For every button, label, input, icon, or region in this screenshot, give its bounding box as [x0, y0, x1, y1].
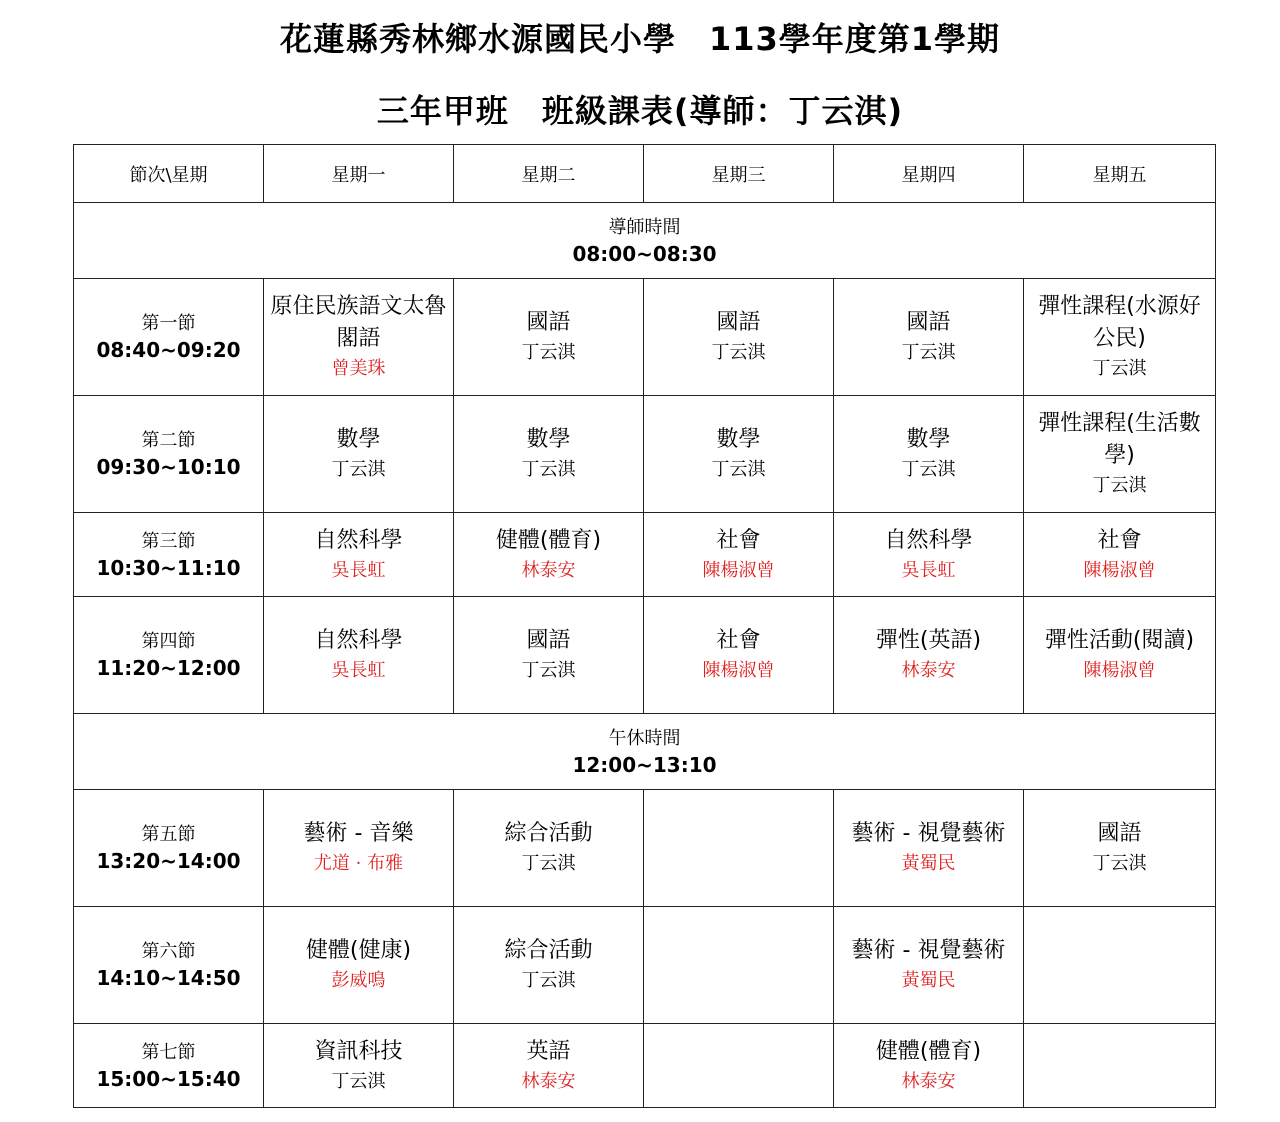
teacher: 丁云淇 [1092, 853, 1147, 874]
subject: 彈性活動(閱讀) [1044, 628, 1195, 653]
teacher: 丁云淇 [331, 1070, 386, 1092]
class-cell [644, 907, 834, 1024]
period-cell [74, 396, 264, 513]
teacher: 林泰安 [901, 1070, 956, 1092]
period-cell [74, 279, 264, 396]
period-name: 第一節 [141, 313, 196, 334]
class-cell [454, 597, 644, 714]
period-row [74, 513, 1216, 597]
teacher: 曾美珠 [331, 358, 386, 379]
header-thursday: 星期四 [834, 145, 1024, 203]
break-name: 導師時間 [608, 216, 681, 238]
class-cell [264, 790, 454, 907]
subject: 國語 [526, 628, 571, 653]
class-cell [644, 790, 834, 907]
subject: 社會 [1097, 527, 1142, 553]
teacher: 丁云淇 [521, 660, 576, 681]
subject: 英語 [526, 1038, 571, 1064]
teacher: 吳長虹 [901, 559, 956, 581]
teacher: 丁云淇 [521, 342, 576, 363]
teacher: 丁云淇 [331, 459, 386, 480]
teacher: 丁云淇 [711, 459, 766, 480]
class-cell [1024, 907, 1216, 1024]
class-cell [834, 279, 1024, 396]
header-monday: 星期一 [264, 145, 454, 203]
subject: 藝術 - 音樂 [303, 821, 414, 846]
teacher: 丁云淇 [521, 459, 576, 480]
subject: 彈性課程(水源好公民) [1038, 294, 1201, 351]
class-cell [454, 790, 644, 907]
subject: 自然科學 [314, 628, 403, 653]
class-cell [264, 907, 454, 1024]
class-cell [644, 513, 834, 597]
class-cell [1024, 396, 1216, 513]
period-time: 10:30~11:10 [96, 555, 241, 580]
subject: 綜合活動 [504, 938, 593, 963]
class-cell [1024, 513, 1216, 597]
period-row [74, 1024, 1216, 1108]
teacher: 丁云淇 [1092, 358, 1147, 379]
subject: 數學 [716, 427, 761, 452]
subject: 國語 [716, 310, 761, 335]
period-cell [74, 907, 264, 1024]
break-time: 12:00~13:10 [572, 752, 717, 777]
class-cell [1024, 279, 1216, 396]
header-wednesday: 星期三 [644, 145, 834, 203]
teacher: 丁云淇 [1092, 475, 1147, 496]
class-cell [454, 907, 644, 1024]
header-tuesday: 星期二 [454, 145, 644, 203]
teacher: 黃蜀民 [901, 853, 956, 874]
period-cell [74, 790, 264, 907]
period-time: 15:00~15:40 [96, 1066, 241, 1091]
period-time: 14:10~14:50 [96, 966, 241, 990]
break-cell [74, 714, 1216, 790]
teacher: 陳楊淑曾 [1083, 660, 1156, 681]
period-row [74, 396, 1216, 513]
period-name: 第五節 [141, 824, 196, 845]
class-cell [1024, 790, 1216, 907]
class-cell [834, 597, 1024, 714]
period-row [74, 790, 1216, 907]
break-name: 午休時間 [608, 727, 681, 749]
period-cell [74, 513, 264, 597]
teacher: 吳長虹 [331, 660, 386, 681]
teacher: 丁云淇 [521, 853, 576, 874]
class-cell [264, 513, 454, 597]
class-cell [644, 1024, 834, 1108]
teacher: 林泰安 [521, 1070, 576, 1092]
subject: 社會 [716, 628, 761, 653]
subject: 彈性課程(生活數學) [1038, 411, 1201, 468]
teacher: 吳長虹 [331, 559, 386, 581]
subject: 原住民族語文太魯閣語 [270, 294, 447, 351]
subject: 數學 [336, 427, 381, 452]
teacher: 黃蜀民 [901, 970, 956, 991]
teacher: 彭威鳴 [331, 970, 386, 991]
teacher: 尤道 · 布雅 [313, 853, 404, 874]
break-row [74, 203, 1216, 279]
subject: 健體(體育) [875, 1038, 982, 1064]
teacher: 林泰安 [901, 660, 956, 681]
period-time: 11:20~12:00 [96, 656, 241, 680]
period-time: 09:30~10:10 [96, 455, 241, 479]
subject: 國語 [906, 310, 951, 335]
class-title: 三年甲班 班級課表(導師：丁云淇) [376, 92, 904, 130]
teacher: 林泰安 [521, 559, 576, 581]
class-cell [644, 279, 834, 396]
subject: 藝術 - 視覺藝術 [851, 821, 1006, 846]
teacher: 陳楊淑曾 [702, 559, 775, 581]
subject: 國語 [1097, 821, 1142, 846]
class-cell [264, 279, 454, 396]
class-cell [834, 396, 1024, 513]
timetable [73, 144, 1216, 1108]
period-name: 第三節 [141, 530, 196, 552]
class-cell [834, 907, 1024, 1024]
subject: 資訊科技 [314, 1038, 403, 1064]
subject: 數學 [906, 427, 951, 452]
subject: 社會 [716, 527, 761, 553]
subject: 彈性(英語) [875, 628, 982, 653]
teacher: 丁云淇 [521, 970, 576, 991]
period-name: 第二節 [141, 430, 196, 451]
class-cell [454, 396, 644, 513]
subject: 健體(體育) [495, 527, 602, 553]
class-cell [1024, 597, 1216, 714]
period-name: 第七節 [141, 1041, 196, 1063]
subject: 藝術 - 視覺藝術 [851, 938, 1006, 963]
class-cell [644, 396, 834, 513]
subject: 綜合活動 [504, 821, 593, 846]
header-row [74, 145, 1216, 203]
break-cell [74, 203, 1216, 279]
header-period-day: 節次\星期 [74, 145, 264, 203]
period-time: 13:20~14:00 [96, 849, 241, 873]
period-cell [74, 1024, 264, 1108]
period-time: 08:40~09:20 [96, 338, 241, 362]
class-cell [264, 597, 454, 714]
class-cell [264, 396, 454, 513]
subject: 健體(健康) [305, 938, 412, 963]
break-time: 08:00~08:30 [572, 241, 717, 266]
class-cell [834, 790, 1024, 907]
subject: 國語 [526, 310, 571, 335]
period-row [74, 907, 1216, 1024]
class-cell [834, 513, 1024, 597]
subject: 數學 [526, 427, 571, 452]
break-row [74, 714, 1216, 790]
header-friday: 星期五 [1024, 145, 1216, 203]
period-name: 第六節 [141, 941, 196, 962]
teacher: 陳楊淑曾 [702, 660, 775, 681]
teacher: 陳楊淑曾 [1083, 559, 1156, 581]
class-cell [454, 1024, 644, 1108]
class-cell [834, 1024, 1024, 1108]
class-cell [644, 597, 834, 714]
class-cell [264, 1024, 454, 1108]
subject: 自然科學 [314, 527, 403, 553]
period-name: 第四節 [141, 631, 196, 652]
subject: 自然科學 [884, 527, 973, 553]
period-row [74, 597, 1216, 714]
class-cell [454, 279, 644, 396]
class-cell [454, 513, 644, 597]
school-title: 花蓮縣秀林鄉水源國民小學 113學年度第1學期 [279, 20, 1001, 58]
teacher: 丁云淇 [901, 342, 956, 363]
class-cell [1024, 1024, 1216, 1108]
period-row [74, 279, 1216, 396]
teacher: 丁云淇 [711, 342, 766, 363]
teacher: 丁云淇 [901, 459, 956, 480]
period-cell [74, 597, 264, 714]
